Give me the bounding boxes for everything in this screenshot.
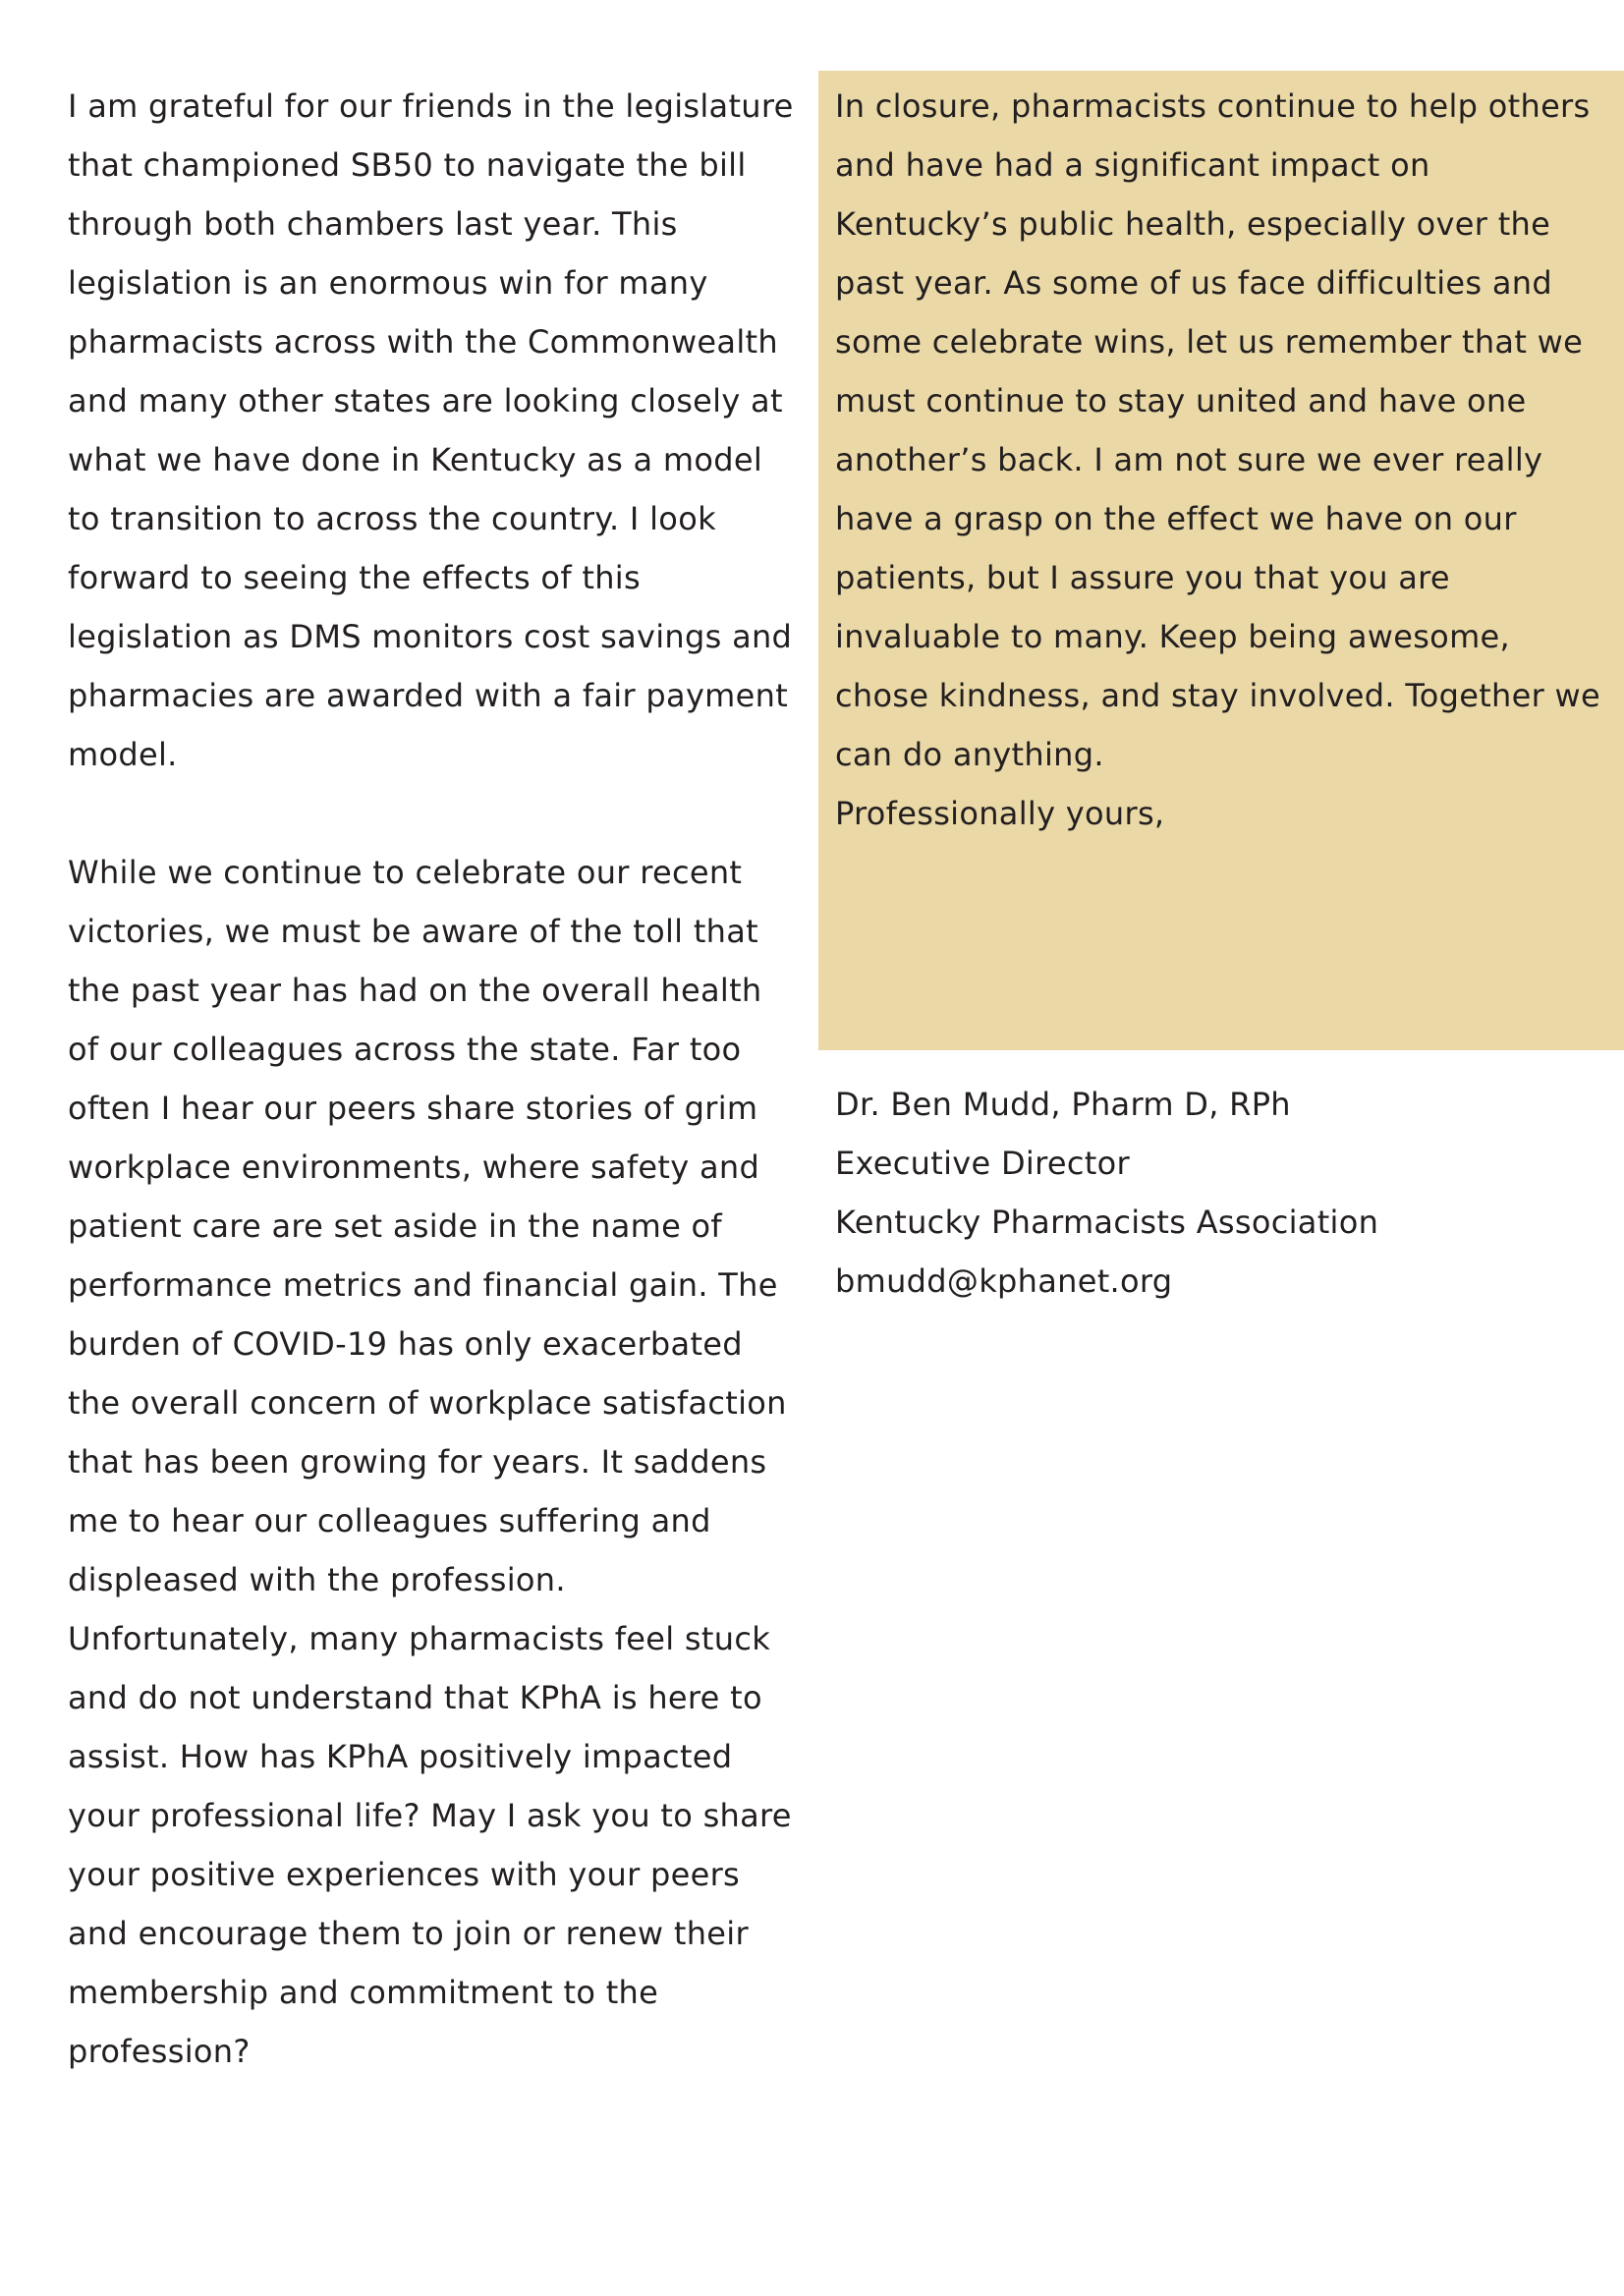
signature-block [835,1075,1582,1311]
callout-closing: Professionally yours, [835,795,1165,832]
callout-text [835,77,1611,843]
paragraph-sb50: I am grateful for our friends in the legislature that championed SB50 to navigate the bill through both chambers last year. This legislation is an enormous win for many pharmacists across with the Commonwealth and many other states are looking closely at what we have done in Kentucky as a model to transition to across the country. I look forward to seeing the effects of this legislation as DMS monitors cost savings and pharmacies are awarded with a fair payment model. [68,87,794,773]
closing-callout-box [818,71,1624,1050]
signature-name: Dr. Ben Mudd, Pharm D, RPh [835,1086,1291,1123]
signature-title: Executive Director [835,1145,1130,1182]
signature-email[interactable]: bmudd@kphanet.org [835,1262,1173,1300]
callout-body: In closure, pharmacists continue to help others and have had a significant impact on Kentucky’s public health, especially over the past year. As some of us face difficulties and some celebrate wins, let us remember that we must continue to stay united and have one another’s back. I am not sure we ever really have a grasp on the effect we have on our patients, but I assure you that you are invaluable to many. Keep being awesome, chose kindness, and stay involved. Together we can do anything. [835,87,1601,773]
signature-organization: Kentucky Pharmacists Association [835,1204,1379,1241]
left-column [68,77,795,2081]
paragraph-workplace: While we continue to celebrate our recent victories, we must be aware of the toll that the past year has had on the overall health of our colleagues across the state. Far too often I hear our peers share stories of grim workplace environments, where safety and patient care are set aside in the name of performance metrics and financial gain. The burden of COVID-19 has only exacerbated the overall concern of workplace satisfaction that has been growing for years. It saddens me to hear our colleagues suffering and displeased with the profession. Unfortunately, many pharmacists feel stuck and do not understand that KPhA is here to assist. How has KPhA positively impacted your professional life? May I ask you to share your positive experiences with your peers and encourage them to join or renew their membership and commitment to the profession? [68,854,792,2070]
